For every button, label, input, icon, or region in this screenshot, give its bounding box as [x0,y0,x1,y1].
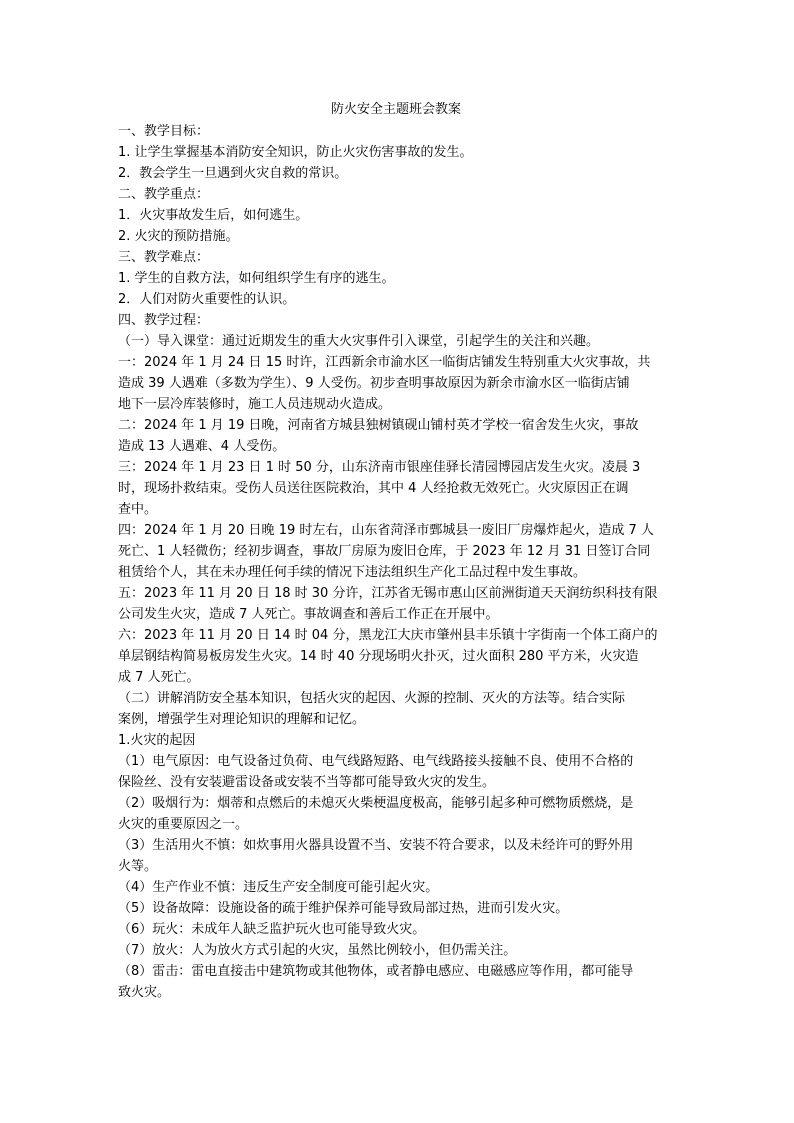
text-line: 五：2023 年 11 月 20 日 18 时 30 分许，江苏省无锡市惠山区前洲街道天天润纺织科技有限 [118,586,658,601]
text-line: 案例，增强学生对理论知识的理解和记忆。 [118,712,366,727]
text-line: 三：2024 年 1 月 23 日 1 时 50 分，山东济南市银座佳驿长清园博园店发生火灾。凌晨 3 [118,460,641,475]
text-line: 火等。 [118,859,158,874]
text-line: （5）设备故障：设施设备的疏于维护保养可能导致局部过热，进而引发火灾。 [118,901,569,916]
text-line: 保险丝、没有安装避雷设备或安装不当等都可能导致火灾的发生。 [118,775,496,790]
text-line: （8）雷击：雷电直接击中建筑物或其他物体，或者静电感应、电磁感应等作用，都可能导 [118,964,634,979]
text-line: （二）讲解消防安全基本知识，包括火灾的起因、火源的控制、灭火的方法等。结合实际 [118,691,626,706]
text-line: 三、教学难点： [118,250,210,265]
text-line: 致火灾。 [118,985,171,1000]
text-line: 查中。 [118,502,158,517]
text-line: （1）电气原因：电气设备过负荷、电气线路短路、电气线路接头接触不良、使用不合格的 [118,754,634,769]
text-line: 一、教学目标： [118,124,210,139]
text-line: 1. 让学生掌握基本消防安全知识，防止火灾伤害事故的发生。 [118,145,473,160]
text-line: 造成 39 人遇难（多数为学生）、9 人受伤。初步查明事故原因为新余市渝水区一临街店铺 [118,376,630,391]
text-line: 公司发生火灾，造成 7 人死亡。事故调查和善后工作正在开展中。 [118,607,499,622]
text-line: （6）玩火：未成年人缺乏监护玩火也可能导致火灾。 [118,922,426,937]
text-line: 二：2024 年 1 月 19 日晚，河南省方城县独树镇砚山铺村英才学校一宿舍发生火灾，事故 [118,418,639,433]
text-line: 二、教学重点： [118,187,210,202]
text-line: 1. 学生的自救方法，如何组织学生有序的逃生。 [118,271,395,286]
text-line: 造成 13 人遇难、4 人受伤。 [118,439,286,454]
text-line: 死亡、1 人轻微伤；经初步调查，事故厂房原为废旧仓库，于 2023 年 12 月 31 日签订合同 [118,544,651,559]
document-title: 防火安全主题班会教案 [330,102,461,117]
text-line: 2. 火灾的预防措施。 [118,229,239,244]
text-line: 租赁给个人，其在未办理任何手续的情况下违法组织生产化工品过程中发生事故。 [118,565,587,580]
document-page [118,99,674,1003]
text-line: 1.火灾的起因 [118,733,196,748]
text-line: 四、教学过程： [118,313,210,328]
text-line: （4）生产作业不慎：违反生产安全制度可能引起火灾。 [118,880,439,895]
text-line: 火灾的重要原因之一。 [118,817,249,832]
text-line: 单层钢结构简易板房发生火灾。14 时 40 分现场明火扑灭，过火面积 280 平方米，火灾造 [118,649,639,664]
text-line: 时，现场扑救结束。受伤人员送往医院救治，其中 4 人经抢救无效死亡。火灾原因正在调 [118,481,629,496]
text-line: （一）导入课堂：通过近期发生的重大火灾事件引入课堂，引起学生的关注和兴趣。 [118,334,600,349]
text-line: 地下一层冷库装修时，施工人员违规动火造成。 [118,397,392,412]
text-line: 成 7 人死亡。 [118,670,200,685]
document-body [118,121,674,1003]
text-line: 四：2024 年 1 月 20 日晚 19 时左右，山东省菏泽市鄄城县一废旧厂房爆炸起火，造成 7 人 [118,523,654,538]
text-line: 2．教会学生一旦遇到火灾自救的常识。 [118,166,348,181]
text-line: 一：2024 年 1 月 24 日 15 时许，江西新余市渝水区一临街店铺发生特别重大火灾事故，共 [118,355,651,370]
text-line: （7）放火：人为放火方式引起的火灾，虽然比例较小，但仍需关注。 [118,943,517,958]
text-line: （2）吸烟行为：烟蒂和点燃后的未熄灭火柴梗温度极高，能够引起多种可燃物质燃烧，是 [118,796,634,811]
text-line: 1．火灾事故发生后，如何逃生。 [118,208,309,223]
text-line: （3）生活用火不慎：如炊事用火器具设置不当、安装不符合要求，以及未经许可的野外用 [118,838,634,853]
text-line: 六：2023 年 11 月 20 日 14 时 04 分，黑龙江大庆市肇州县丰乐镇十字街南一个体工商户的 [118,628,658,643]
text-line: 2．人们对防火重要性的认识。 [118,292,296,307]
